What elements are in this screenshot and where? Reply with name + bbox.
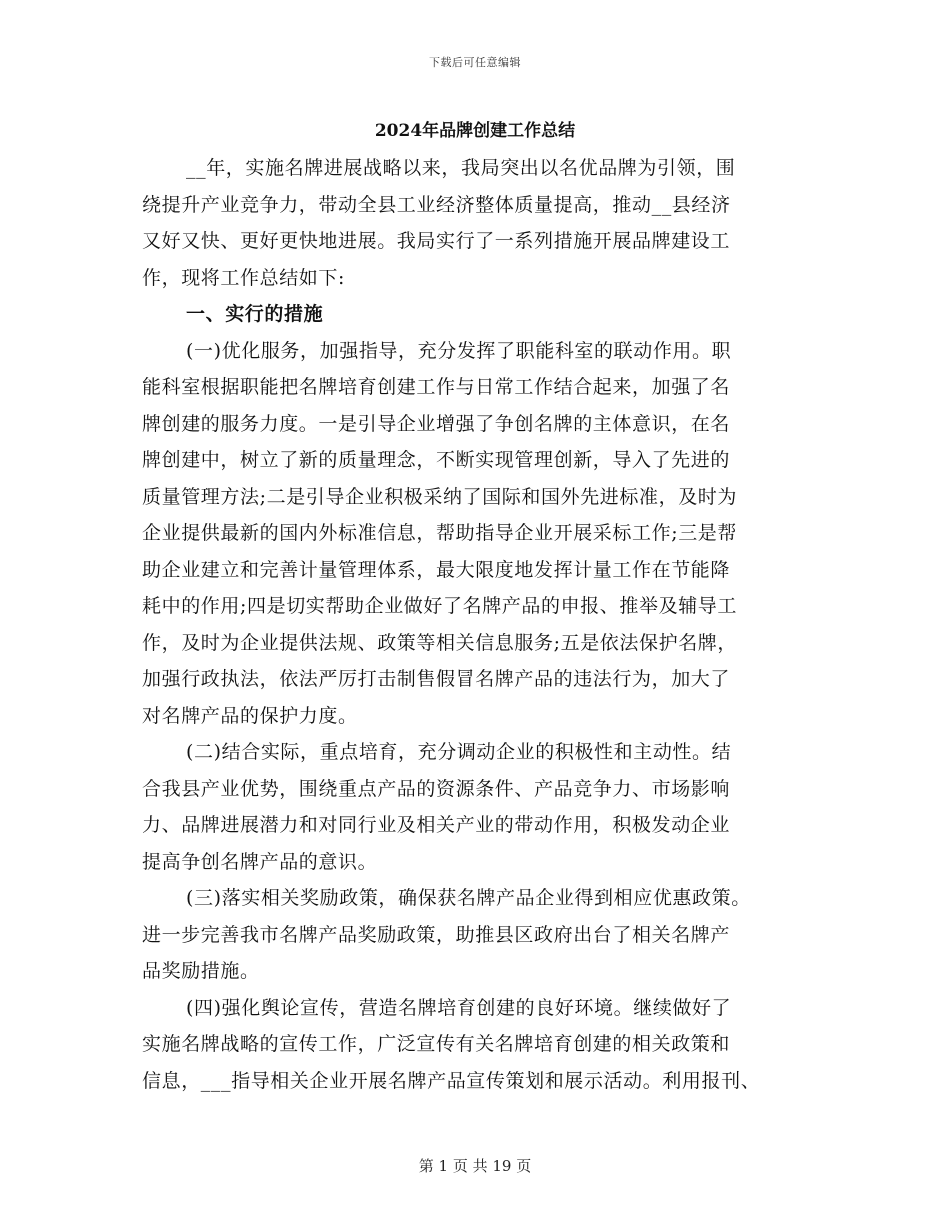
paragraph-3-line-2: 进一步完善我市名牌产品奖励政策，助推县区政府出台了相关名牌产 [142, 923, 731, 946]
paragraph-1-line-1: (一)优化服务，加强指导，充分发挥了职能科室的联动作用。职 [186, 339, 732, 362]
paragraph-2-line-1: (二)结合实际，重点培育，充分调动企业的积极性和主动性。结 [186, 741, 732, 763]
paragraph-2-line-4: 提高争创名牌产品的意识。 [142, 850, 378, 873]
paragraph-intro-line-2: 绕提升产业竞争力，带动全县工业经济整体质量提高，推动__县经济 [142, 193, 731, 216]
page-number: 第 1 页 共 19 页 [418, 1157, 532, 1175]
paragraph-intro-line-3: 又好又快、更好更快地进展。我局实行了一系列措施开展品牌建设工 [142, 230, 731, 252]
paragraph-1-line-4: 牌创建中，树立了新的质量理念，不断实现管理创新，导入了先进的 [142, 449, 731, 471]
paragraph-1-line-5: 质量管理方法;二是引导企业积极采纳了国际和国外先进标准，及时为 [142, 485, 738, 508]
paragraph-1-line-2: 能科室根据职能把名牌培育创建工作与日常工作结合起来，加强了名 [142, 376, 731, 398]
paragraph-1-line-6: 企业提供最新的国内外标准信息，帮助指导企业开展采标工作;三是帮 [142, 522, 738, 544]
document-body [142, 150, 818, 1099]
paragraph-1-line-9: 作，及时为企业提供法规、政策等相关信息服务;五是依法保护名牌， [142, 631, 738, 654]
paragraph-4-line-2: 实施名牌战略的宣传工作，广泛宣传有关名牌培育创建的相关政策和 [142, 1033, 731, 1055]
paragraph-4-line-1: (四)强化舆论宣传，营造名牌培育创建的良好环境。继续做好了 [186, 996, 732, 1019]
paragraph-1-line-8: 耗中的作用;四是切实帮助企业做好了名牌产品的申报、推举及辅导工 [142, 595, 738, 617]
paragraph-2-line-3: 力、品牌进展潜力和对同行业及相关产业的带动作用，积极发动企业 [142, 814, 731, 836]
paragraph-2-line-2: 合我县产业优势，围绕重点产品的资源条件、产品竞争力、市场影响 [142, 777, 731, 800]
paragraph-1-line-7: 助企业建立和完善计量管理体系，最大限度地发挥计量工作在节能降 [142, 558, 731, 581]
paragraph-1-line-3: 牌创建的服务力度。一是引导企业增强了争创名牌的主体意识，在名 [142, 412, 731, 435]
page-header: 下载后可任意编辑 [429, 56, 521, 69]
paragraph-1-line-10: 加强行政执法，依法严厉打击制售假冒名牌产品的违法行为，加大了 [142, 668, 731, 690]
paragraph-4-line-3: 信息，___指导相关企业开展名牌产品宣传策划和展示活动。利用报刊、 [142, 1069, 761, 1092]
paragraph-3-line-1: (三)落实相关奖励政策，确保获名牌产品企业得到相应优惠政策。 [186, 887, 751, 909]
document-title: 2024年品牌创建工作总结 [374, 121, 576, 141]
paragraph-1-line-11: 对名牌产品的保护力度。 [142, 704, 358, 727]
section-heading-measures: 一、实行的措施 [186, 303, 324, 325]
paragraph-intro-line-4: 作，现将工作总结如下: [142, 266, 346, 289]
paragraph-3-line-3: 品奖励措施。 [142, 960, 260, 982]
paragraph-intro-line-1: __年，实施名牌进展战略以来，我局突出以名优品牌为引领，围 [186, 157, 736, 179]
